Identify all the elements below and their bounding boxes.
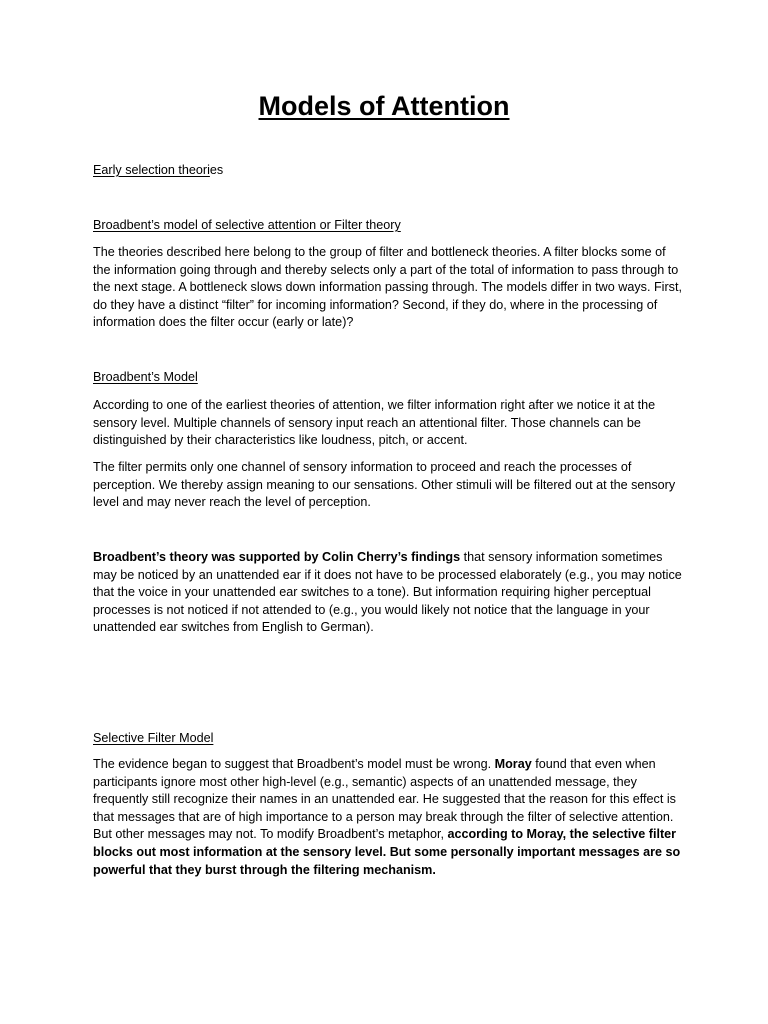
heading-early-selection-underlined: Early selection theori: [93, 163, 210, 177]
paragraph-filter-bottleneck: The theories described here belong to the group of filter and bottleneck theories. A filter blocks some of the information going through and thereby selects only a part of the total of information to pass through to the next stage. A bottleneck slows down information passing through. The models differ in two ways. First, do they have a distinct “filter” for incoming information? Second, if they do, where in the processing of information does the filter occur (early or late)?: [93, 245, 682, 330]
heading-early-selection: [93, 162, 683, 180]
paragraph-filter-permits: The filter permits only one channel of sensory information to proceed and reach the processes of perception. We thereby assign meaning to our sensations. Other stimuli will be filtered out at the sensory level and may never reach the level of perception.: [93, 460, 676, 510]
heading-broadbent-filter-theory: Broadbent’s model of selective attention or Filter theory: [93, 218, 401, 232]
heading-broadbent-model: Broadbent’s Model: [93, 370, 198, 384]
bold-according-to-moray: according to Moray, the selective filter blocks out most information at the sensory level. But some personally important messages are so powerful that they burst through the filtering mechanism.: [93, 827, 681, 877]
text-moray-1: The evidence began to suggest that Broadbent’s model must be wrong.: [93, 757, 495, 771]
paragraph-colin-cherry: [93, 549, 683, 637]
bold-moray: Moray: [494, 757, 532, 771]
text-moray-2: found that even when participants ignore most other high-level (e.g., semantic) aspects of an unattended message, they frequently still recognize their names in an unattended ear. He suggested that the reason for this effect is that messages that are of high importance to a person may break through the filter of selective attention. But other messages may not. To modify Broadbent’s metaphor,: [93, 757, 676, 842]
paragraph-earliest-theories: According to one of the earliest theories of attention, we filter information right after we notice it at the sensory level. Multiple channels of sensory input reach an attentional filter. Those channels can be distinguished by their characteristics like loudness, pitch, or accent.: [93, 398, 656, 448]
text-colin-cherry-rest: that sensory information sometimes may be noticed by an unattended ear if it does not have to be processed elaborately (e.g., you may notice that the voice in your unattended ear switches to a tone). But information requiring higher perceptual processes is not noticed if not attended to (e.g., you would likely not notice that the language in your unattended ear switches from English to German).: [93, 550, 682, 635]
paragraph-moray: [93, 756, 683, 879]
page-title: Models of Attention: [258, 91, 510, 121]
heading-early-selection-rest: es: [209, 163, 224, 177]
heading-selective-filter-model: Selective Filter Model: [93, 731, 214, 745]
bold-colin-cherry: Broadbent’s theory was supported by Colin Cherry’s findings: [93, 550, 461, 564]
